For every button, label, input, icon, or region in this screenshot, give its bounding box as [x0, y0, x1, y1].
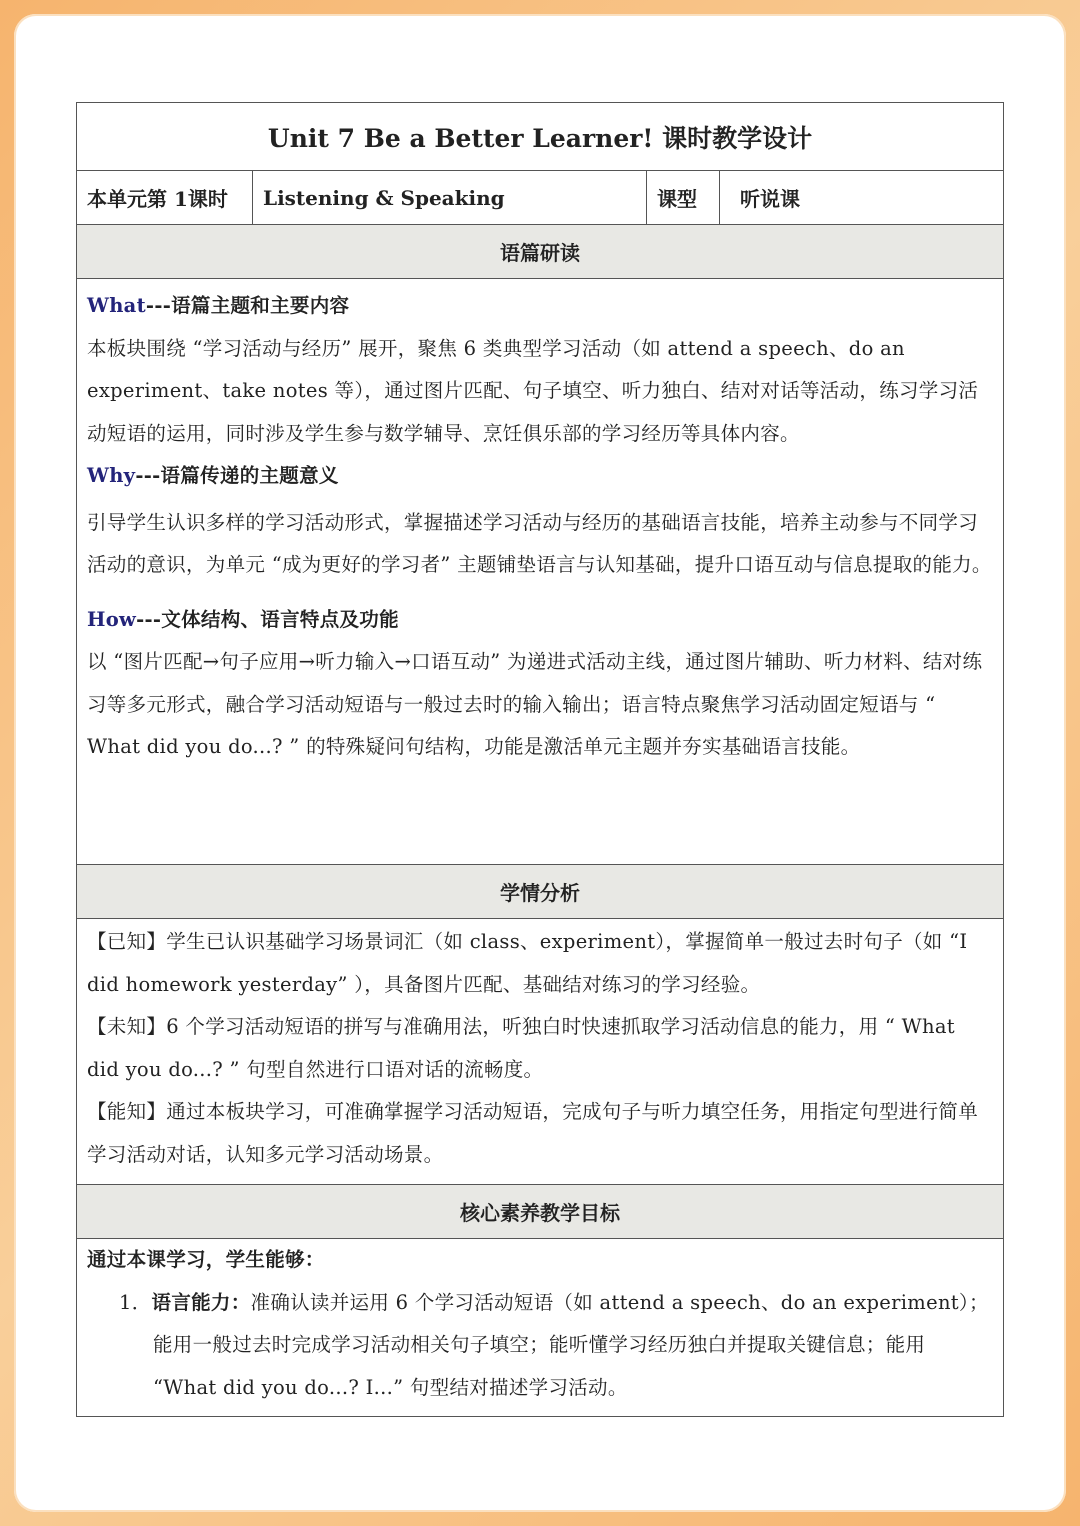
what-heading: What---语篇主题和主要内容 [87, 294, 350, 317]
known-item: 【已知】学生已认识基础学习场景词汇（如 class、experiment），掌握简单一般过去时句子（如 “I did homework yesterday” ），具备图片匹配、基础结对练习的学习经验。 [87, 930, 968, 996]
able-item: 【能知】通过本板块学习，可准确掌握学习活动短语，完成句子与听力填空任务，用指定句型进行简单学习活动对话，认知多元学习活动场景。 [87, 1100, 979, 1166]
how-heading: How---文体结构、语言特点及功能 [87, 607, 399, 631]
lesson-plan-table [76, 102, 1004, 1417]
info-row [77, 171, 1003, 225]
section-header-core-goals: 核心素养教学目标 [77, 1185, 1003, 1239]
unknown-item: 【未知】6 个学习活动短语的拼写与准确用法，听独白时快速抓取学习活动信息的能力，用 “ What did you do...? ” 句型自然进行口语对话的流畅度。 [87, 1015, 955, 1081]
table-title: Unit 7 Be a Better Learner! 课时教学设计 [77, 103, 1003, 171]
lesson-topic: Listening & Speaking [253, 171, 647, 224]
goals-intro: 通过本课学习，学生能够： [87, 1248, 325, 1271]
student-analysis-section [77, 919, 1003, 1185]
type-label: 课型 [647, 171, 720, 224]
lesson-number: 本单元第 1课时 [77, 171, 253, 224]
core-goals-section [77, 1239, 1003, 1416]
why-heading: Why---语篇传递的主题意义 [87, 464, 339, 487]
section-header-text-study: 语篇研读 [77, 225, 1003, 279]
why-body: 引导学生认识多样的学习活动形式，掌握描述学习活动与经历的基础语言技能，培养主动参与不同学习活动的意识，为单元 “成为更好的学习者” 主题铺垫语言与认知基础，提升口语互动与信息提取的能力。 [87, 510, 992, 576]
what-body: 本板块围绕 “学习活动与经历” 展开，聚焦 6 类典型学习活动（如 attend a speech、do an experiment、take notes 等），通过图片匹配、句子填空、听力独白、结对对话等活动，练习学习活动短语的运用，同时涉及学生参与数学辅导、烹饪俱乐部的学习经历等具体内容。 [87, 336, 979, 445]
section-header-student-analysis: 学情分析 [77, 865, 1003, 919]
goal-item-1: 1．语言能力：准确认读并运用 6 个学习活动短语（如 attend a speech、do an experiment）；能用一般过去时完成学习活动相关句子填空；能听懂学习经历独白并提取关键信息；能用 “What did you do...? I...” 句型结对描述学习活动。 [119, 1290, 989, 1399]
type-value: 听说课 [740, 187, 800, 211]
how-body: 以 “图片匹配→句子应用→听力输入→口语互动” 为递进式活动主线，通过图片辅助、听力材料、结对练习等多元形式，融合学习活动短语与一般过去时的输入输出；语言特点聚焦学习活动固定短语与 “ What did you do...? ” 的特殊疑问句结构，功能是激活单元主题并夯实基础语言技能。 [87, 650, 983, 758]
text-study-section [77, 279, 1003, 865]
